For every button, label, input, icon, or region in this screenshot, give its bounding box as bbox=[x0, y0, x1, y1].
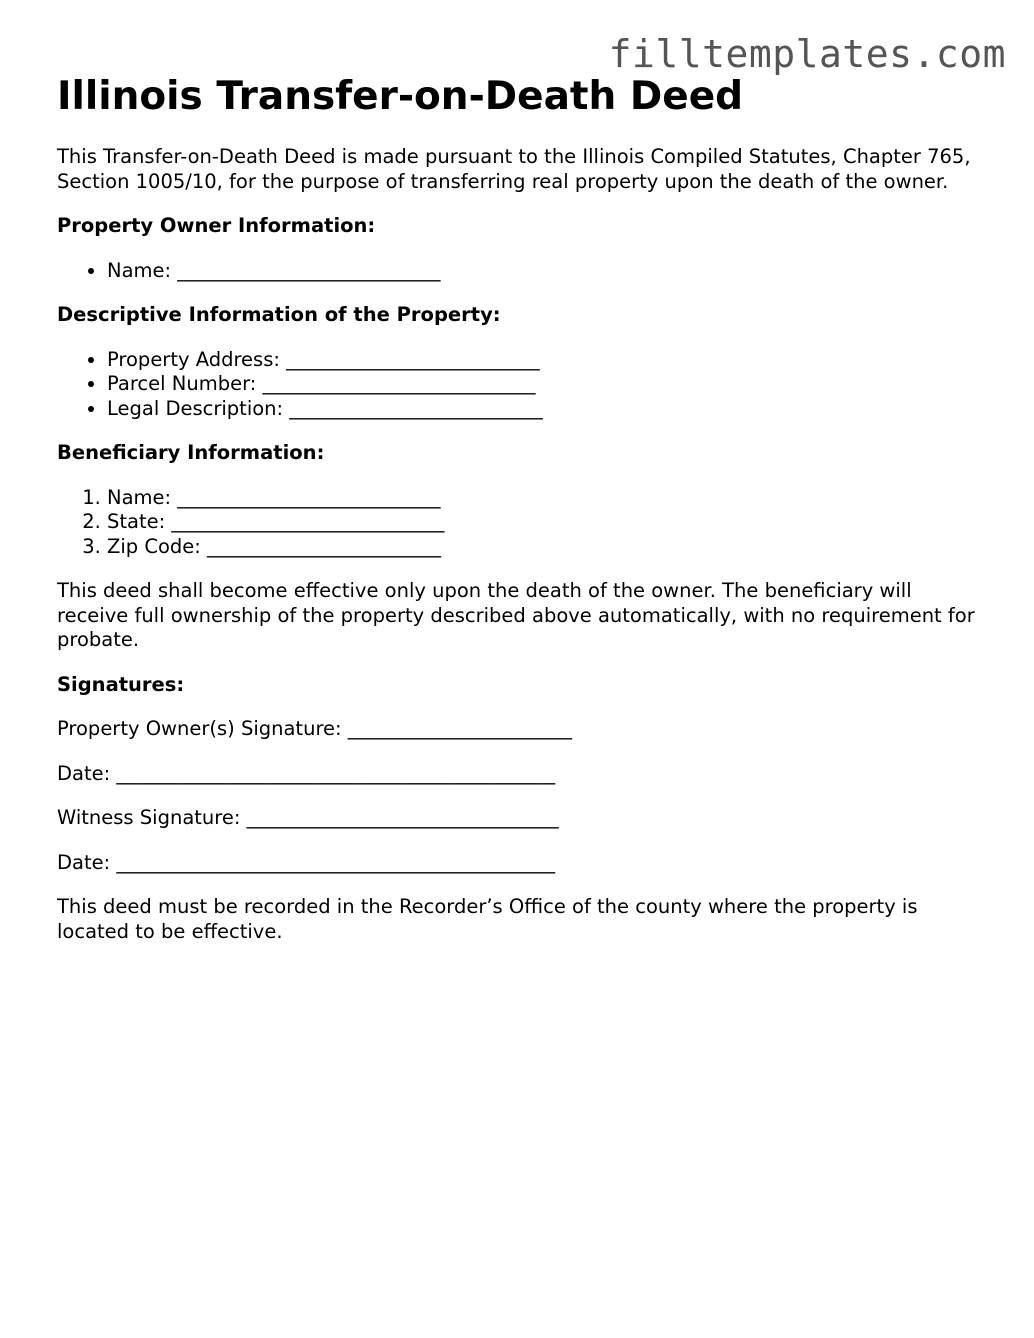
property-info-list bbox=[57, 348, 987, 422]
property-address-item: • Property Address: __________________________ bbox=[107, 348, 987, 373]
recording-note: This deed must be recorded in the Recorder’s Office of the county where the property is located to be effective. bbox=[57, 895, 918, 943]
effect-paragraph: This deed shall become effective only upon the death of the owner. The beneficiary will receive full ownership of the property described above automatically, with no requirement for probate. bbox=[57, 579, 975, 651]
property-info-heading: Descriptive Information of the Property: bbox=[57, 303, 501, 326]
owner-info-list bbox=[57, 259, 987, 284]
beneficiary-name-item: 1. Name: ___________________________ bbox=[107, 486, 987, 511]
owner-date-line: Date: _____________________________________________ bbox=[57, 761, 556, 785]
owner-name-item: • Name: ___________________________ bbox=[107, 259, 987, 284]
witness-signature-line: Witness Signature: ________________________________ bbox=[57, 806, 559, 829]
beneficiary-info-list bbox=[57, 486, 987, 560]
owner-info-heading: Property Owner Information: bbox=[57, 214, 376, 237]
beneficiary-zip-item: 3. Zip Code: ________________________ bbox=[107, 535, 987, 560]
beneficiary-info-heading: Beneficiary Information: bbox=[57, 441, 325, 464]
watermark: filltemplates.com bbox=[608, 32, 1006, 76]
owner-signature-line: Property Owner(s) Signature: _______________________ bbox=[57, 717, 573, 740]
signatures-heading: Signatures: bbox=[57, 672, 185, 696]
legal-description-item: • Legal Description: __________________________ bbox=[107, 397, 987, 422]
intro-paragraph: This Transfer-on-Death Deed is made pursuant to the Illinois Compiled Statutes, Chapter 765, Section 1005/10, for the purpose of transferring real property upon the death of the owner. bbox=[57, 145, 971, 193]
beneficiary-state-item: 2. State: ____________________________ bbox=[107, 510, 987, 535]
document-page bbox=[57, 74, 987, 964]
parcel-number-item: • Parcel Number: ____________________________ bbox=[107, 372, 987, 397]
document-title: Illinois Transfer-on-Death Deed bbox=[57, 74, 744, 119]
witness-date-line: Date: _____________________________________________ bbox=[57, 850, 556, 874]
